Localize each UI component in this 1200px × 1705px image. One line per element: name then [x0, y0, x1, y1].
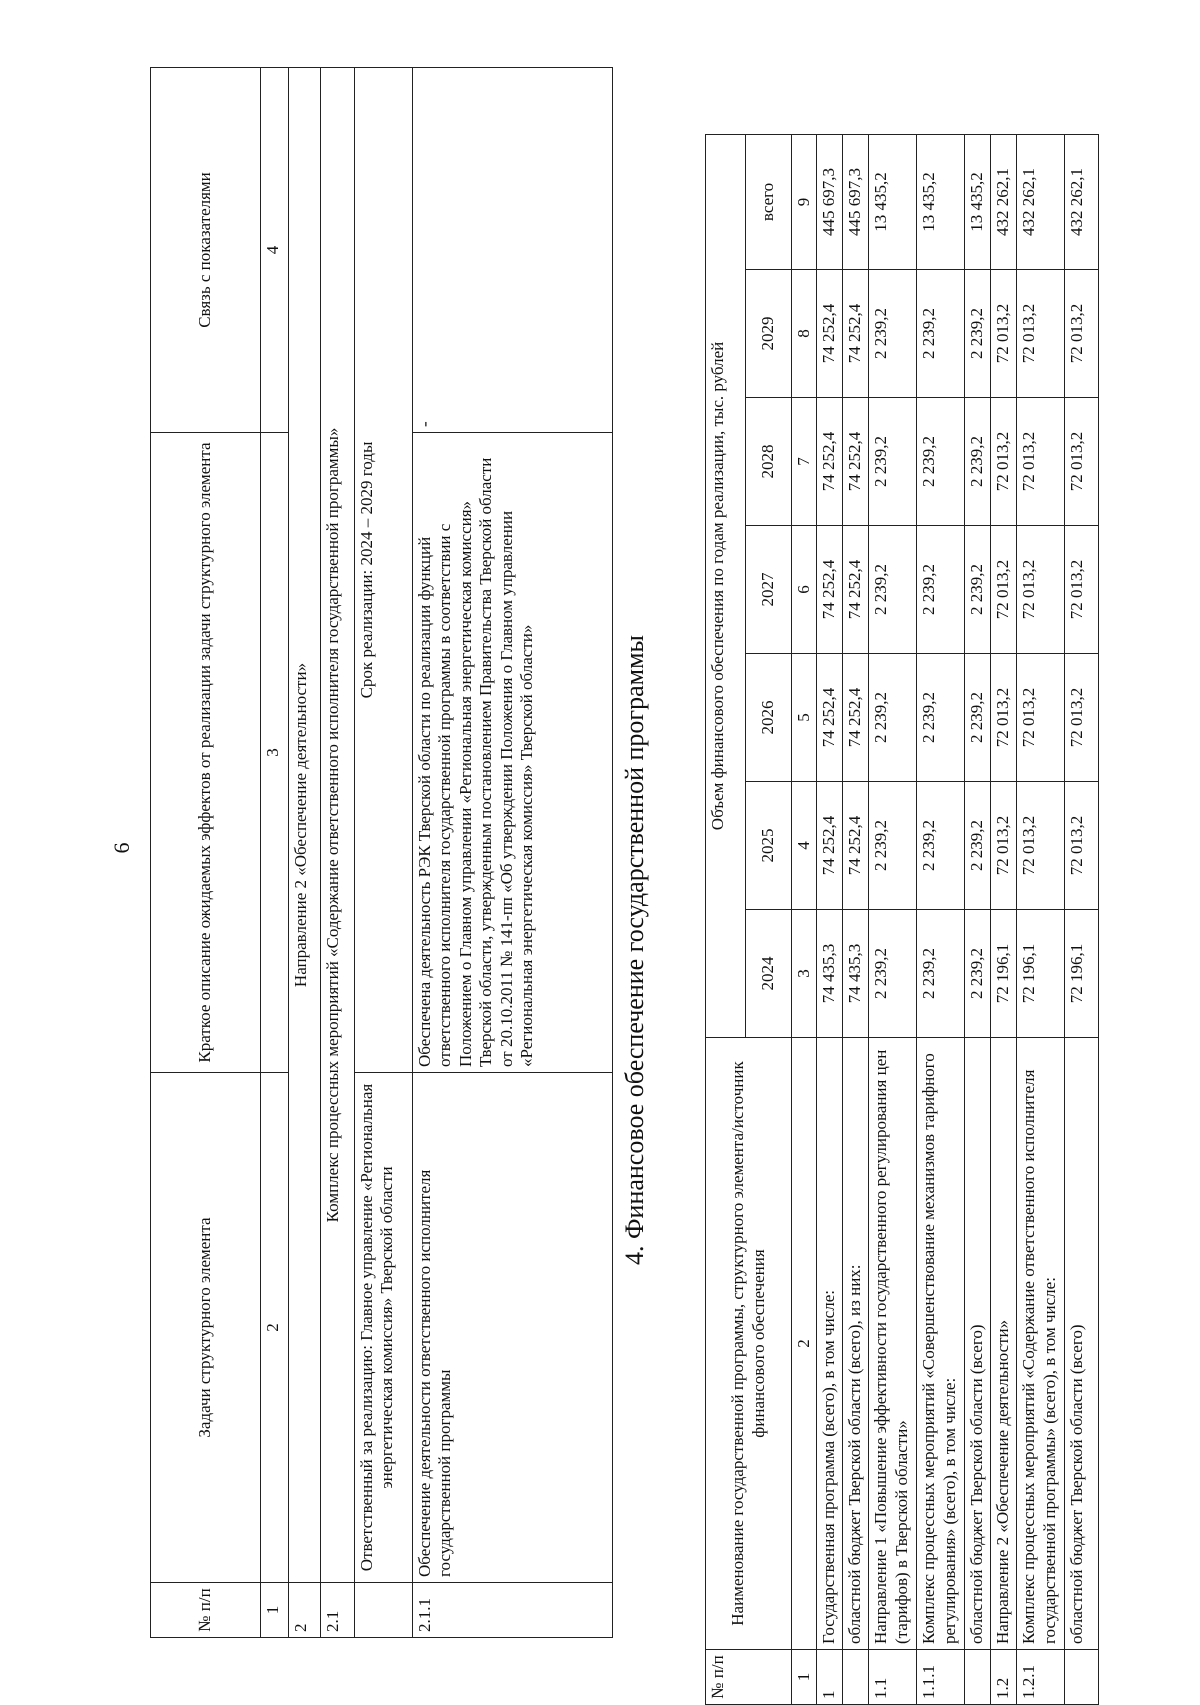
- year-2027: 2027: [746, 526, 792, 654]
- row-name: Государственная программа (всего), в том числе:: [817, 1038, 843, 1650]
- header-name: Наименование государственной программы, структурного элемента/источник финансового обеспечения: [706, 1038, 792, 1650]
- link-cell: -: [413, 68, 613, 433]
- table-row: [917, 134, 965, 1704]
- row-name: областной бюджет Тверской области (всего): [1065, 1038, 1099, 1650]
- value-cell: 72 013,2: [1017, 782, 1065, 910]
- value-cell: 72 196,1: [991, 910, 1017, 1038]
- row-number: [965, 1650, 991, 1705]
- row-number: 1.2: [991, 1650, 1017, 1705]
- section-title-block: [620, 135, 660, 1705]
- section-title: 4. Финансовое обеспечение государственной программы: [620, 634, 649, 1266]
- value-cell: 432 262,1: [1017, 134, 1065, 269]
- value-cell: 72 013,2: [991, 398, 1017, 526]
- row-number: 2: [289, 1583, 321, 1638]
- year-total: всего: [746, 134, 792, 269]
- value-cell: 72 013,2: [991, 654, 1017, 782]
- year-2026: 2026: [746, 654, 792, 782]
- value-cell: 2 239,2: [965, 910, 991, 1038]
- value-cell: 13 435,2: [869, 134, 917, 269]
- value-cell: 74 252,4: [817, 654, 843, 782]
- row-number: 1: [817, 1650, 843, 1705]
- header-volume: Объем финансового обеспечения по годам реализации, тыс. рублей: [706, 134, 746, 1037]
- year-2028: 2028: [746, 398, 792, 526]
- header-num: № п/п: [151, 1583, 261, 1638]
- value-cell: 2 239,2: [965, 782, 991, 910]
- header-effect: Краткое описание ожидаемых эффектов от реализации задачи структурного элемента: [151, 433, 261, 1073]
- value-cell: 72 196,1: [1017, 910, 1065, 1038]
- tasks-table: [150, 67, 613, 1638]
- value-cell: 432 262,1: [991, 134, 1017, 269]
- value-cell: 72 013,2: [1017, 270, 1065, 398]
- value-cell: 2 239,2: [869, 526, 917, 654]
- col-number: 1: [261, 1583, 289, 1638]
- value-cell: 74 252,4: [817, 526, 843, 654]
- col-number: 6: [792, 526, 817, 654]
- tasks-table-block: [150, 68, 620, 1638]
- table-row: [1065, 134, 1099, 1704]
- header-num: № п/п: [706, 1650, 792, 1705]
- value-cell: 2 239,2: [917, 910, 965, 1038]
- responsible-cell: Ответственный за реализацию: Главное управление «Региональная энергетическая комиссия» Тверской области: [355, 1073, 413, 1583]
- row-number: [843, 1650, 869, 1705]
- col-number: 8: [792, 270, 817, 398]
- table-row: [1017, 134, 1065, 1704]
- value-cell: 72 013,2: [991, 270, 1017, 398]
- effect-cell: Обеспечена деятельность РЭК Тверской области по реализации функций ответственного исполнителя государственной программы в соответствии с Положением о Главном управлении «Региональная энергетическая комиссия» Тверской области, утвержденным постановлением Правительства Тверской области от 20.10.2011 № 141-пп «Об утверждении Положения о Главном управлении «Региональная энергетическая комиссия» Тверской области»: [413, 433, 613, 1073]
- value-cell: 74 252,4: [843, 526, 869, 654]
- col-number: 4: [792, 782, 817, 910]
- col-number: 2: [261, 1073, 289, 1583]
- value-cell: 2 239,2: [917, 782, 965, 910]
- value-cell: 74 252,4: [843, 654, 869, 782]
- row-name: Направление 1 «Повышение эффективности государственного регулирования цен (тарифов) в Тверской области»: [869, 1038, 917, 1650]
- value-cell: 2 239,2: [965, 398, 991, 526]
- value-cell: 2 239,2: [917, 654, 965, 782]
- value-cell: 72 013,2: [1017, 526, 1065, 654]
- value-cell: 445 697,3: [843, 134, 869, 269]
- value-cell: 72 013,2: [1065, 654, 1099, 782]
- direction-row: Направление 2 «Обеспечение деятельности»: [289, 68, 321, 1583]
- table-row: [817, 134, 843, 1704]
- value-cell: 13 435,2: [965, 134, 991, 269]
- table-row: [843, 134, 869, 1704]
- value-cell: 2 239,2: [917, 398, 965, 526]
- value-cell: 74 252,4: [843, 398, 869, 526]
- value-cell: 74 252,4: [817, 782, 843, 910]
- row-name: областной бюджет Тверской области (всего): [965, 1038, 991, 1650]
- row-name: областной бюджет Тверской области (всего), из них:: [843, 1038, 869, 1650]
- col-number: 9: [792, 134, 817, 269]
- value-cell: 2 239,2: [965, 654, 991, 782]
- row-number: 1.1.1: [917, 1650, 965, 1705]
- row-number: 2.1: [321, 1583, 355, 1638]
- finance-table-block: [705, 135, 1135, 1705]
- header-task: Задачи структурного элемента: [151, 1073, 261, 1583]
- value-cell: 72 013,2: [1065, 270, 1099, 398]
- year-2025: 2025: [746, 782, 792, 910]
- col-number: 3: [792, 910, 817, 1038]
- value-cell: 72 013,2: [1065, 526, 1099, 654]
- table-row: [991, 134, 1017, 1704]
- value-cell: 72 013,2: [1017, 654, 1065, 782]
- value-cell: 72 196,1: [1065, 910, 1099, 1038]
- value-cell: 13 435,2: [917, 134, 965, 269]
- col-number: 5: [792, 654, 817, 782]
- value-cell: 2 239,2: [965, 526, 991, 654]
- value-cell: 72 013,2: [1065, 782, 1099, 910]
- value-cell: 2 239,2: [869, 654, 917, 782]
- row-name: Направление 2 «Обеспечение деятельности»: [991, 1038, 1017, 1650]
- value-cell: 74 435,3: [817, 910, 843, 1038]
- value-cell: 72 013,2: [1017, 398, 1065, 526]
- value-cell: 72 013,2: [991, 782, 1017, 910]
- value-cell: 2 239,2: [869, 270, 917, 398]
- value-cell: 74 252,4: [817, 398, 843, 526]
- value-cell: 74 252,4: [843, 270, 869, 398]
- row-name: Комплекс процессных мероприятий «Совершенствование механизмов тарифного регулирования» (всего), в том числе:: [917, 1038, 965, 1650]
- col-number: 7: [792, 398, 817, 526]
- year-2024: 2024: [746, 910, 792, 1038]
- col-number: 4: [261, 68, 289, 433]
- table-row: [965, 134, 991, 1704]
- row-number: 1.2.1: [1017, 1650, 1065, 1705]
- task-cell: Обеспечение деятельности ответственного исполнителя государственной программы: [413, 1073, 613, 1583]
- col-number: 2: [792, 1038, 817, 1650]
- value-cell: 74 252,4: [817, 270, 843, 398]
- value-cell: 2 239,2: [917, 270, 965, 398]
- value-cell: 72 013,2: [1065, 398, 1099, 526]
- table-row: [869, 134, 917, 1704]
- value-cell: 2 239,2: [869, 910, 917, 1038]
- value-cell: 74 252,4: [843, 782, 869, 910]
- row-name: Комплекс процессных мероприятий «Содержание ответственного исполнителя государственной программы» (всего), в том числе:: [1017, 1038, 1065, 1650]
- value-cell: 2 239,2: [965, 270, 991, 398]
- value-cell: 2 239,2: [917, 526, 965, 654]
- value-cell: 2 239,2: [869, 398, 917, 526]
- value-cell: 74 435,3: [843, 910, 869, 1038]
- value-cell: 445 697,3: [817, 134, 843, 269]
- col-number: 1: [792, 1650, 817, 1705]
- complex-row: Комплекс процессных мероприятий «Содержание ответственного исполнителя государственной программы»: [321, 68, 355, 1583]
- value-cell: 2 239,2: [869, 782, 917, 910]
- row-number: 2.1.1: [413, 1583, 613, 1638]
- header-link: Связь с показателями: [151, 68, 261, 433]
- term-cell: Срок реализации: 2024 – 2029 годы: [355, 68, 413, 1073]
- page-number: 6: [109, 842, 134, 854]
- year-2029: 2029: [746, 270, 792, 398]
- value-cell: 72 013,2: [991, 526, 1017, 654]
- row-number: [1065, 1650, 1099, 1705]
- finance-rows: [817, 134, 1099, 1704]
- value-cell: 432 262,1: [1065, 134, 1099, 269]
- row-number: 1.1: [869, 1650, 917, 1705]
- col-number: 3: [261, 433, 289, 1073]
- finance-table: [705, 134, 1099, 1705]
